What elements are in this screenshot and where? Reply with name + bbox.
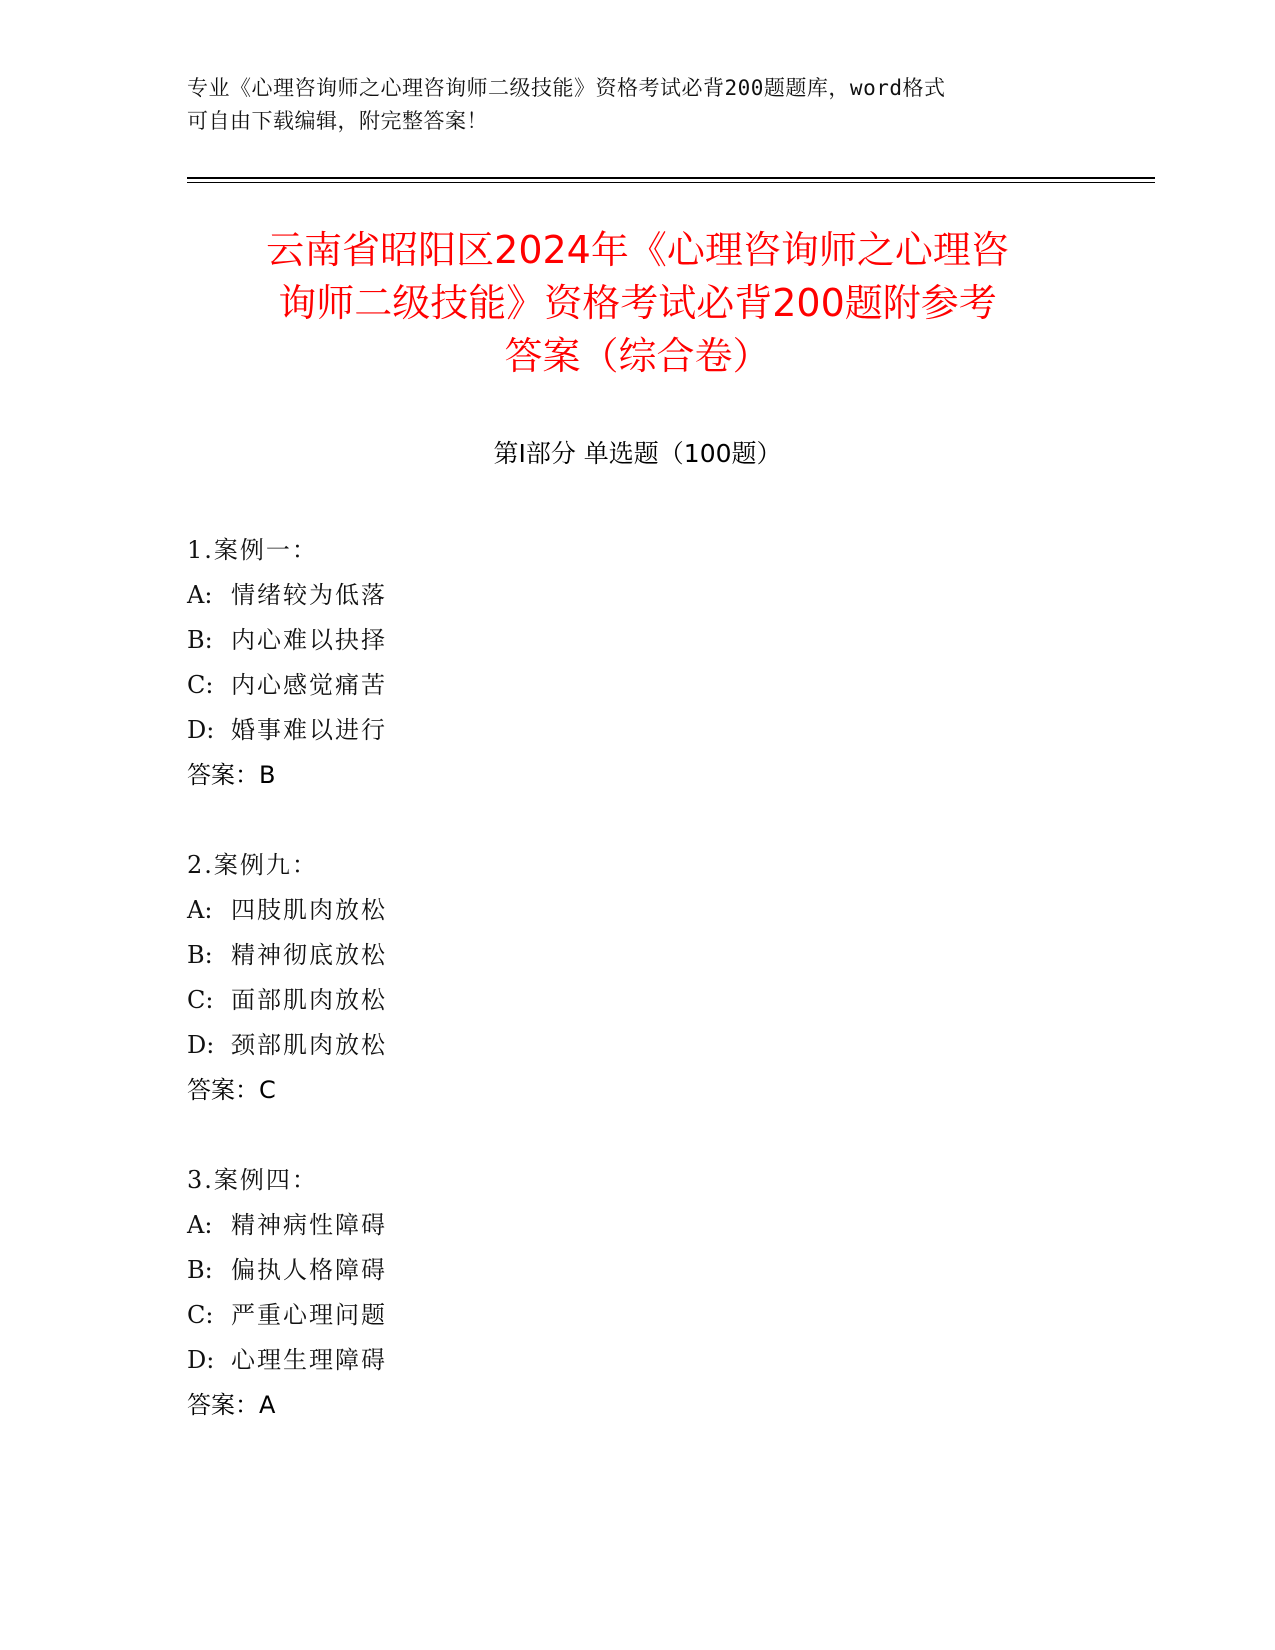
answer-line: 答案：C (187, 1076, 276, 1104)
option-a (187, 1203, 1087, 1248)
option-letter: C: (187, 1301, 214, 1329)
question-1 (187, 528, 1087, 798)
header-note-line2: 可自由下载编辑，附完整答案！ (187, 109, 488, 133)
option-letter: D: (187, 1031, 215, 1059)
title-line1: 云南省昭阳区2024年《心理咨询师之心理咨 (266, 228, 1009, 272)
option-letter: A: (187, 896, 213, 924)
option-letter: B: (187, 1256, 213, 1284)
option-letter: A: (187, 581, 213, 609)
option-c (187, 978, 1087, 1023)
option-text: 四肢肌肉放松 (231, 896, 387, 924)
option-text: 内心感觉痛苦 (231, 671, 387, 699)
option-letter: B: (187, 941, 213, 969)
option-a (187, 888, 1087, 933)
title-line2: 询师二级技能》资格考试必背200题附参考 (278, 281, 997, 325)
option-text: 严重心理问题 (231, 1301, 387, 1329)
option-c (187, 1293, 1087, 1338)
option-text: 面部肌肉放松 (231, 986, 387, 1014)
option-letter: C: (187, 986, 214, 1014)
option-text: 精神病性障碍 (231, 1211, 387, 1239)
answer-line: 答案：A (187, 1391, 276, 1419)
option-b (187, 1248, 1087, 1293)
option-d (187, 1023, 1087, 1068)
option-b (187, 933, 1087, 978)
answer-line: 答案：B (187, 761, 276, 789)
question-stem: 3.案例四： (187, 1166, 318, 1194)
option-text: 颈部肌肉放松 (231, 1031, 387, 1059)
option-letter: D: (187, 1346, 215, 1374)
option-letter: C: (187, 671, 214, 699)
option-letter: A: (187, 1211, 213, 1239)
question-list (187, 528, 1087, 1473)
option-text: 情绪较为低落 (231, 581, 387, 609)
option-text: 偏执人格障碍 (231, 1256, 387, 1284)
option-text: 婚事难以进行 (231, 716, 387, 744)
option-text: 精神彻底放松 (231, 941, 387, 969)
option-letter: D: (187, 716, 215, 744)
option-text: 内心难以抉择 (231, 626, 387, 654)
option-b (187, 618, 1087, 663)
question-stem: 1.案例一： (187, 536, 318, 564)
question-2 (187, 843, 1087, 1113)
option-text: 心理生理障碍 (231, 1346, 387, 1374)
section-heading: 第Ⅰ部分 单选题（100题） (493, 439, 782, 468)
option-letter: B: (187, 626, 213, 654)
title-line3: 答案（综合卷） (504, 334, 771, 378)
option-c (187, 663, 1087, 708)
document-title (150, 224, 1125, 383)
option-d (187, 708, 1087, 753)
question-stem: 2.案例九： (187, 851, 318, 879)
question-3 (187, 1158, 1087, 1428)
header-divider-thin (187, 182, 1155, 183)
option-d (187, 1338, 1087, 1383)
header-note-line1: 专业《心理咨询师之心理咨询师二级技能》资格考试必背200题题库，word格式 (187, 76, 946, 100)
header-note (187, 72, 1087, 138)
header-divider-thick (187, 177, 1155, 179)
option-a (187, 573, 1087, 618)
